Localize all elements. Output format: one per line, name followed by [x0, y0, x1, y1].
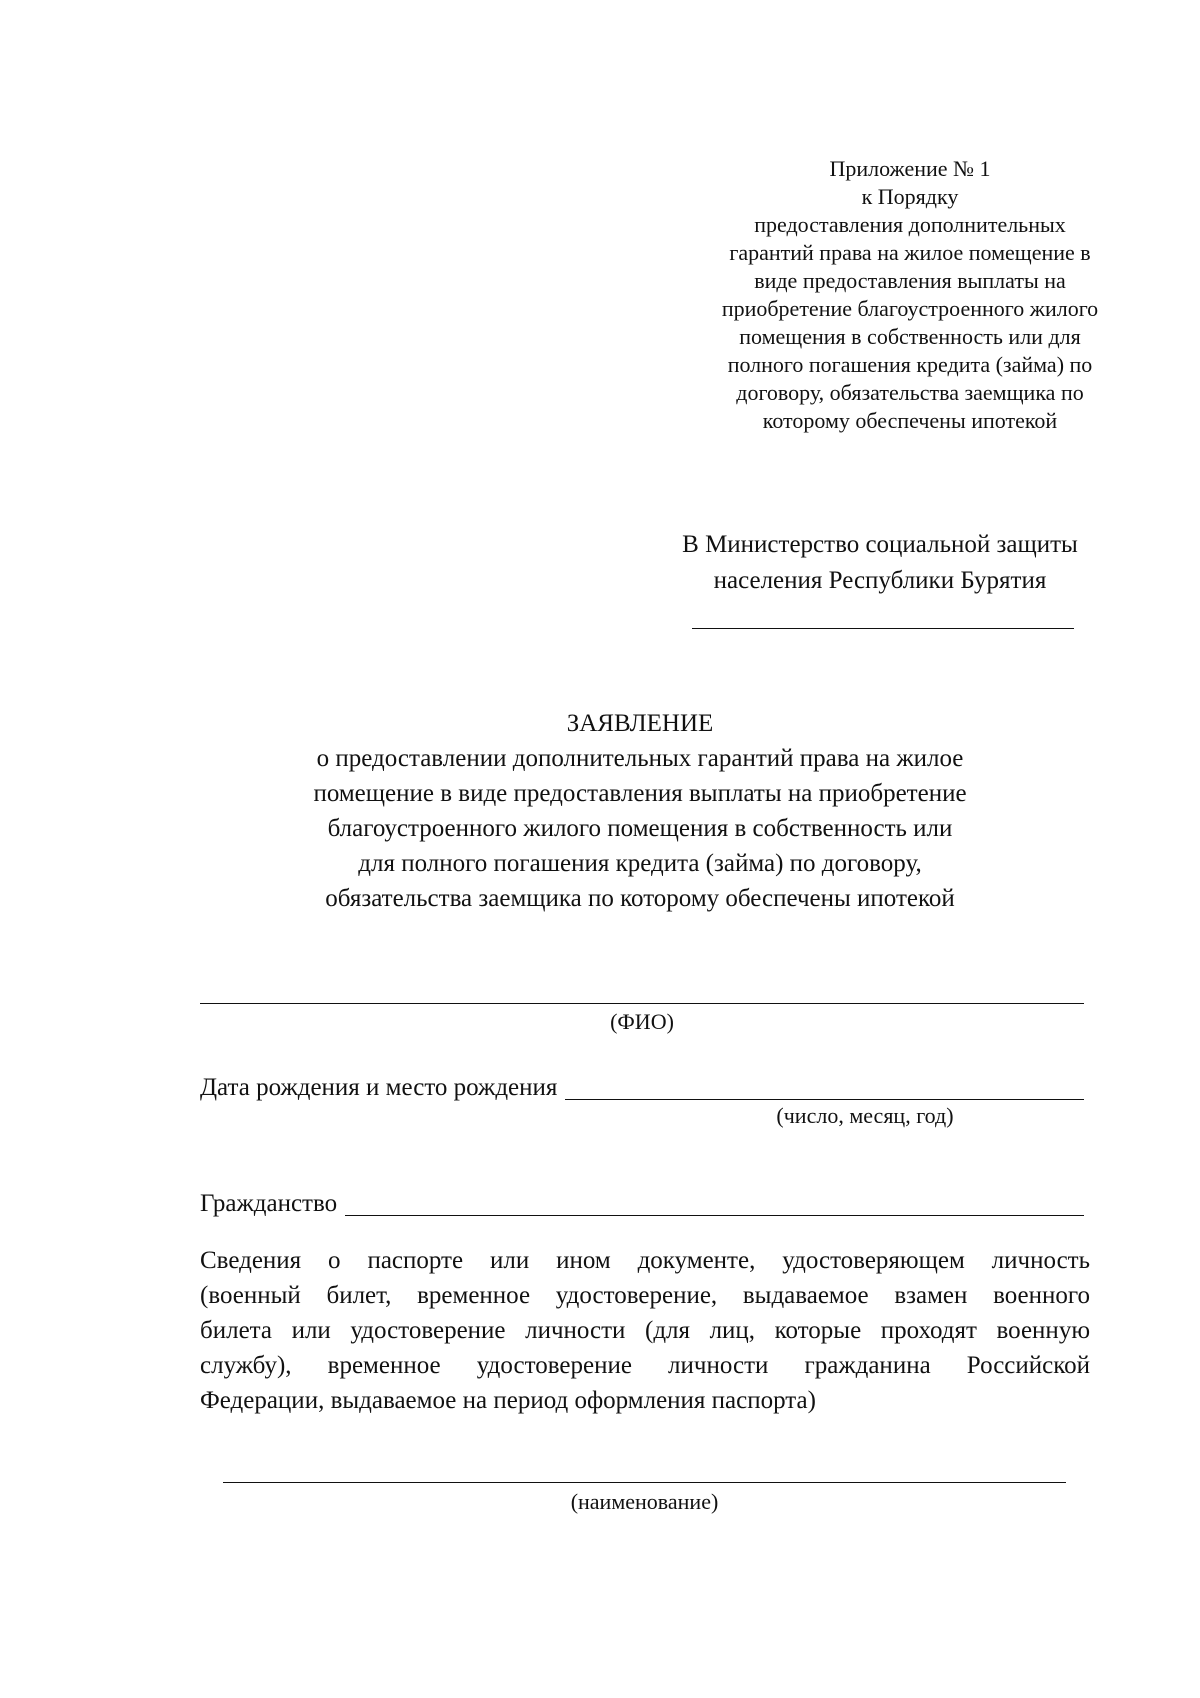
fio-blank-field[interactable]: [200, 1003, 1084, 1004]
passport-line: билета или удостоверение личности (для лиц, которые проходят военную: [200, 1317, 1090, 1344]
document-name-caption: (наименование): [570, 1489, 719, 1514]
birth-label: Дата рождения и место рождения: [200, 1074, 558, 1101]
title-line: для полного погашения кредита (займа) по договору,: [358, 850, 922, 877]
passport-line: (военный билет, временное удостоверение, выдаваемое взамен военного: [200, 1282, 1090, 1309]
appendix-header: [680, 155, 1140, 435]
addressee-block: [640, 527, 1120, 599]
appendix-line: предоставления дополнительных: [754, 212, 1066, 237]
appendix-line: Приложение № 1: [829, 156, 991, 181]
citizenship-row: [200, 1188, 1084, 1220]
birth-blank-field[interactable]: [565, 1075, 1084, 1100]
birth-caption: (число, месяц, год): [776, 1103, 954, 1128]
title-line: благоустроенного жилого помещения в собственность или: [327, 815, 953, 842]
title-line: обязательства заемщика по которому обеспечены ипотекой: [325, 885, 955, 912]
document-title: [200, 706, 1080, 916]
appendix-line: виде предоставления выплаты на: [754, 268, 1066, 293]
addressee-blank-field[interactable]: [692, 628, 1074, 629]
birth-row: [200, 1072, 1084, 1104]
document-name-blank-field[interactable]: [223, 1482, 1066, 1483]
citizenship-label: Гражданство: [200, 1190, 338, 1217]
fio-caption: (ФИО): [610, 1009, 674, 1034]
passport-line: Сведения о паспорте или ином документе, удостоверяющем личность: [200, 1247, 1090, 1274]
citizenship-blank-field[interactable]: [345, 1191, 1084, 1216]
appendix-line: к Порядку: [861, 184, 959, 209]
passport-line: службу), временное удостоверение личности гражданина Российской: [200, 1352, 1090, 1379]
addressee-line: В Министерство социальной защиты: [682, 531, 1078, 558]
passport-info-paragraph: [200, 1243, 1090, 1418]
title-line: о предоставлении дополнительных гарантий права на жилое: [316, 745, 964, 772]
title-heading: ЗАЯВЛЕНИЕ: [566, 710, 714, 737]
appendix-line: договору, обязательства заемщика по: [736, 380, 1084, 405]
appendix-line: которому обеспечены ипотекой: [762, 408, 1058, 433]
title-line: помещение в виде предоставления выплаты на приобретение: [313, 780, 967, 807]
addressee-line: населения Республики Бурятия: [713, 567, 1047, 594]
appendix-line: полного погашения кредита (займа) по: [727, 352, 1093, 377]
appendix-line: помещения в собственность или для: [739, 324, 1081, 349]
appendix-line: гарантий права на жилое помещение в: [729, 240, 1091, 265]
passport-line: Федерации, выдаваемое на период оформления паспорта): [200, 1387, 816, 1414]
appendix-line: приобретение благоустроенного жилого: [721, 296, 1099, 321]
